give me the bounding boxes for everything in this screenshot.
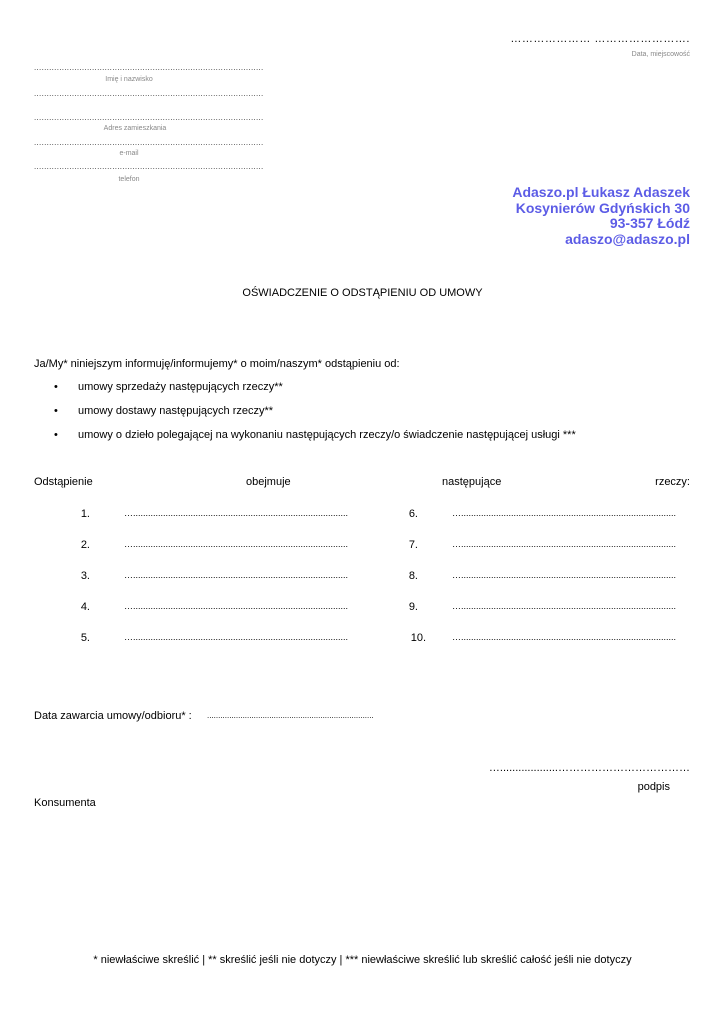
address-line-2: ........................................................................................... xyxy=(34,113,264,122)
item-line: …...................................................................................... xyxy=(124,570,349,580)
item-number: 2. xyxy=(80,539,90,551)
item-number: 9. xyxy=(408,601,418,613)
item-number: 3. xyxy=(80,570,90,582)
item-line: …...................................................................................... xyxy=(452,508,677,518)
option-sale: • umowy sprzedaży następujących rzeczy** xyxy=(34,380,576,404)
items-header-word-4: rzeczy: xyxy=(655,476,690,488)
item-number: 8. xyxy=(408,570,418,582)
signature-label: podpis xyxy=(637,781,670,793)
footnote: * niewłaściwe skreślić | ** skreślić jeśli nie dotyczy | *** niewłaściwe skreślić lub skreślić całość jeśli nie dotyczy xyxy=(93,954,632,966)
item-number: 7. xyxy=(408,539,418,551)
date-place-label: Data, miejscowość xyxy=(631,51,690,58)
item-line: …...................................................................................... xyxy=(124,601,349,611)
option-delivery: • umowy dostawy następujących rzeczy** xyxy=(34,404,576,428)
item-number: 4. xyxy=(80,601,90,613)
options-list xyxy=(34,380,576,452)
item-line: …...................................................................................... xyxy=(452,539,677,549)
item-line: …...................................................................................... xyxy=(452,570,677,580)
contract-date-label: Data zawarcia umowy/odbioru* : xyxy=(34,710,192,722)
item-number: 5. xyxy=(80,632,90,644)
email-label: e-mail xyxy=(119,150,139,157)
date-place-line: ………………… ……………………. xyxy=(510,33,690,45)
items-header-word-3: następujące xyxy=(442,476,502,488)
item-number: 10. xyxy=(410,632,426,644)
item-line: …...................................................................................... xyxy=(124,508,349,518)
name-line: ........................................................................................... xyxy=(34,63,264,72)
address-label: Adres zamieszkania xyxy=(103,125,167,132)
recipient-city: 93-357 Łódź xyxy=(609,215,690,231)
document-title: OŚWIADCZENIE O ODSTĄPIENIU OD UMOWY xyxy=(242,287,483,299)
item-line: …...................................................................................... xyxy=(124,632,349,642)
email-line: ........................................................................................... xyxy=(34,138,264,147)
item-line: …...................................................................................... xyxy=(452,632,677,642)
item-number: 6. xyxy=(408,508,418,520)
address-line-1: ........................................................................................... xyxy=(34,89,264,98)
item-line: …...................................................................................... xyxy=(124,539,349,549)
items-header-word-2: obejmuje xyxy=(246,476,291,488)
recipient-company: Adaszo.pl Łukasz Adaszek xyxy=(512,184,690,200)
item-number: 1. xyxy=(80,508,90,520)
option-work: • umowy o dzieło polegającej na wykonaniu następujących rzeczy/o świadczenie następującej usługi *** xyxy=(34,428,576,452)
items-header-word-1: Odstąpienie xyxy=(34,476,93,488)
name-label: Imię i nazwisko xyxy=(105,76,153,83)
phone-line: ........................................................................................... xyxy=(34,162,264,171)
recipient-street: Kosynierów Gdyńskich 30 xyxy=(515,200,690,216)
recipient-email: adaszo@adaszo.pl xyxy=(565,231,690,247)
item-line: …...................................................................................... xyxy=(452,601,677,611)
phone-label: telefon xyxy=(118,176,140,183)
contract-date-line: ........................................................................... xyxy=(207,711,374,720)
consumer-label: Konsumenta xyxy=(34,797,96,809)
signature-line: …...................……………………………… xyxy=(488,762,690,774)
intro-text: Ja/My* niniejszym informuję/informujemy* o moim/naszym* odstąpieniu od: xyxy=(34,358,400,370)
